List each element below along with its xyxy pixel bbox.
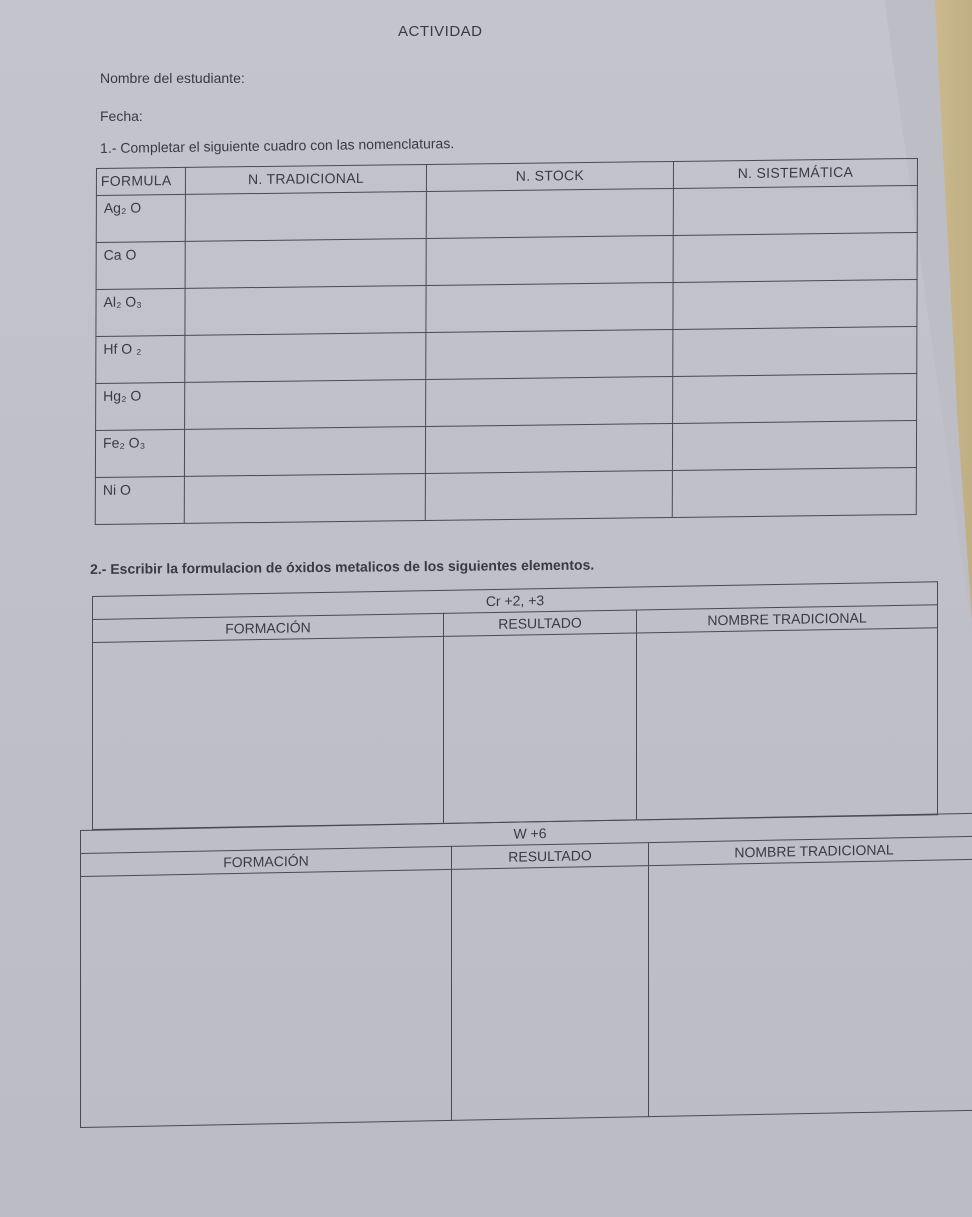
formula-cell: Ni O xyxy=(95,476,184,524)
sistematica-cell[interactable] xyxy=(673,326,917,376)
page-title: ACTIVIDAD xyxy=(398,23,483,40)
formula-cell: Ca O xyxy=(96,241,185,289)
header-tradicional: N. TRADICIONAL xyxy=(185,164,426,194)
nombre-tradicional-cell[interactable] xyxy=(637,628,938,820)
sistematica-cell[interactable] xyxy=(673,373,917,423)
formula-cell: Fe₂ O₃ xyxy=(95,429,184,477)
header-formacion: FORMACIÓN xyxy=(81,846,452,876)
stock-cell[interactable] xyxy=(425,470,672,520)
stock-cell[interactable] xyxy=(426,188,673,238)
header-nombre-tradicional: NOMBRE TRADICIONAL xyxy=(649,836,972,865)
nombre-tradicional-cell[interactable] xyxy=(649,859,972,1116)
stock-cell[interactable] xyxy=(426,235,673,285)
tradicional-cell[interactable] xyxy=(185,238,426,288)
stock-cell[interactable] xyxy=(426,329,673,379)
formula-cell: Al₂ O₃ xyxy=(96,288,185,336)
stock-cell[interactable] xyxy=(426,282,673,332)
sistematica-cell[interactable] xyxy=(673,185,917,235)
tungsten-oxide-table xyxy=(80,813,972,1128)
resultado-cell[interactable] xyxy=(444,633,637,823)
formula-cell: Hg₂ O xyxy=(96,382,185,430)
element-caption: W +6 xyxy=(81,813,972,853)
table-row xyxy=(95,467,916,524)
section2-instruction: 2.- Escribir la formulacion de óxidos metalicos de los siguientes elementos. xyxy=(90,556,595,577)
nomenclature-table xyxy=(95,158,918,525)
header-nombre-tradicional: NOMBRE TRADICIONAL xyxy=(637,605,938,633)
formula-cell: Hf O ₂ xyxy=(96,335,185,383)
element-caption: Cr +2, +3 xyxy=(93,582,938,620)
header-formacion: FORMACIÓN xyxy=(93,613,444,642)
tradicional-cell[interactable] xyxy=(185,379,426,429)
section1-instruction: 1.- Completar el siguiente cuadro con las nomenclaturas. xyxy=(100,135,455,156)
tradicional-cell[interactable] xyxy=(185,191,426,241)
formacion-cell[interactable] xyxy=(93,636,444,829)
chromium-oxide-table xyxy=(92,581,938,830)
header-formula: FORMULA xyxy=(96,167,185,195)
sistematica-cell[interactable] xyxy=(672,467,916,517)
sistematica-cell[interactable] xyxy=(672,420,916,470)
header-sistematica: N. SISTEMÁTICA xyxy=(673,158,917,188)
header-stock: N. STOCK xyxy=(426,161,673,191)
sistematica-cell[interactable] xyxy=(673,279,917,329)
tradicional-cell[interactable] xyxy=(184,473,425,523)
sistematica-cell[interactable] xyxy=(673,232,917,282)
header-resultado: RESULTADO xyxy=(444,610,637,636)
date-label: Fecha: xyxy=(100,108,143,124)
formacion-cell[interactable] xyxy=(81,869,452,1127)
stock-cell[interactable] xyxy=(426,376,673,426)
tradicional-cell[interactable] xyxy=(185,285,426,335)
student-name-label: Nombre del estudiante: xyxy=(100,70,245,86)
stock-cell[interactable] xyxy=(425,423,672,473)
tradicional-cell[interactable] xyxy=(184,426,425,476)
resultado-cell[interactable] xyxy=(452,866,649,1121)
formula-cell: Ag₂ O xyxy=(96,194,185,242)
header-resultado: RESULTADO xyxy=(452,843,649,870)
tradicional-cell[interactable] xyxy=(185,332,426,382)
